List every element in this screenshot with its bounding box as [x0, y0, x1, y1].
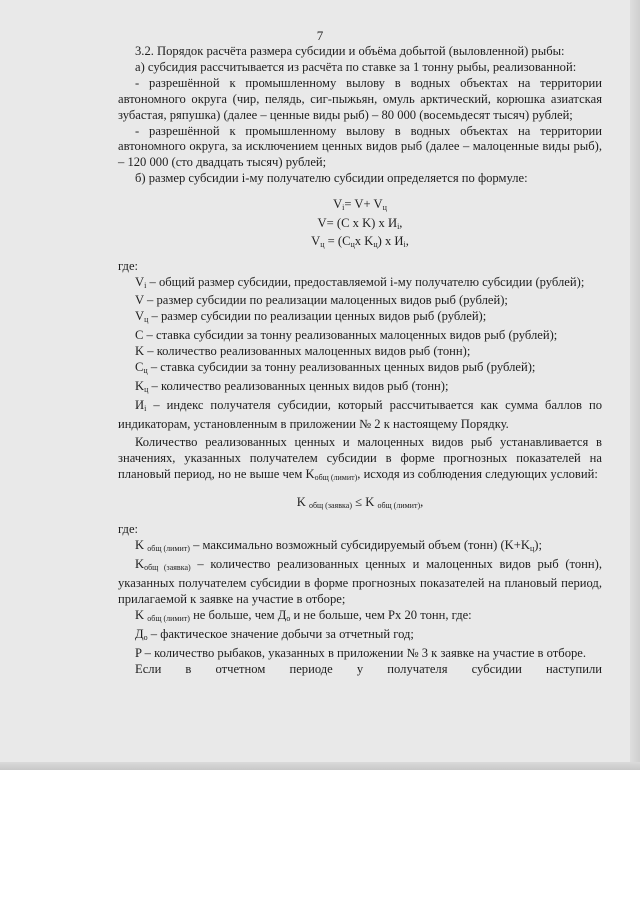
def-vi: $V_i$ – общий размер субсидии, предоставляемой i-му получателю субсидии (рублей); [135, 274, 585, 290]
def-k-request: $K_{общ (заявка)}$ – количество реализованных ценных и малоценных видов рыб (тонн), указанных получателем субсидии в форме прогнозных показателей на плановый период, прилагаемой к заявке на участие в отборе; [118, 557, 602, 606]
document-body [118, 44, 602, 678]
formula-line-3: $V_ц = (C_цx$ $K_ц$) x $И_i$, [311, 234, 409, 250]
item-a: а) субсидия рассчитывается из расчёта по ставке за 1 тонну рыбы, реализованной: [135, 59, 577, 74]
page-number: 7 [316, 28, 324, 43]
limit-inequality: K $_{общ (заявка)}$ ≤ K $_{общ (лимит)}$, [296, 495, 424, 511]
where-label-1: где: [118, 258, 139, 273]
item-a-valuable: - разрешённой к промышленному вылову в водных объектах на территории автономного округа (чир, пелядь, сиг-пыжьян, омуль арктический, корюшка азиатская зубастая, ряпушка) (далее – ценные виды рыб) – 80 000 (восемьдесят тысяч) рублей; [118, 75, 602, 122]
scan-edge-right [630, 0, 640, 770]
quantity-paragraph: Количество реализованных ценных и малоценных видов рыб устанавливается в значениях, указанных получателем субсидии в форме прогнозных показателей на плановый период, но не выше чем $K_{общ (лимит)}$, исходя из соблюдения следующих условий: [118, 434, 602, 482]
def-c: C – ставка субсидии за тонну реализованных малоценных видов рыб (рублей); [135, 328, 558, 343]
def-do: $Д_о$ – фактическое значение добычи за отчетный год; [135, 626, 414, 642]
subsidy-formula [118, 197, 602, 253]
section-3-2: 3.2. Порядок расчёта размера субсидии и объёма добытой (выловленной) рыбы: [135, 44, 565, 58]
item-b: б) размер субсидии i-му получателю субсидии определяется по формуле: [135, 171, 528, 186]
def-index: $И_i$ – индекс получателя субсидии, который рассчитывается как сумма баллов по индикаторам, установленным в приложении № 2 к настоящему Порядку. [118, 397, 602, 431]
def-limit-condition: K $_{общ (лимит)}$ не больше, чем $Д_о$ и не больше, чем Рх 20 тонн, где: [135, 607, 472, 623]
def-vc: $V_ц$ – размер субсидии по реализации ценных видов рыб (рублей); [135, 309, 487, 325]
def-k-limit: K $_{общ (лимит)}$ – максимально возможный субсидируемый объем (тонн) $(K+K_ц)$; [135, 538, 542, 554]
def-cc: $C_ц$ – ставка субсидии за тонну реализованных ценных видов рыб (рублей); [135, 360, 536, 376]
def-kc: $K_ц$ – количество реализованных ценных видов рыб (тонн); [135, 379, 449, 394]
where-label-2: где: [118, 522, 139, 537]
item-a-low-value: - разрешённой к промышленному вылову в водных объектах на территории автономного округа, за исключением ценных видов рыб (далее – малоценные виды рыб), – 120 000 (сто двадцать тысяч) рублей; [118, 123, 602, 170]
def-v: V – размер субсидии по реализации малоценных видов рыб (рублей); [135, 293, 508, 308]
final-line: Если в отчетном периоде у получателя субсидии наступили [135, 661, 602, 676]
formula-line-2: V= (C x K) x $И_i$, [317, 215, 403, 231]
scan-edge-bottom [0, 762, 640, 770]
formula-line-1: $V_i= V+ V_ц$ [333, 197, 387, 213]
def-k: K – количество реализованных малоценных видов рыб (тонн); [135, 344, 471, 359]
def-p: P – количество рыбаков, указанных в приложении № 3 к заявке на участие в отборе. [135, 645, 587, 660]
